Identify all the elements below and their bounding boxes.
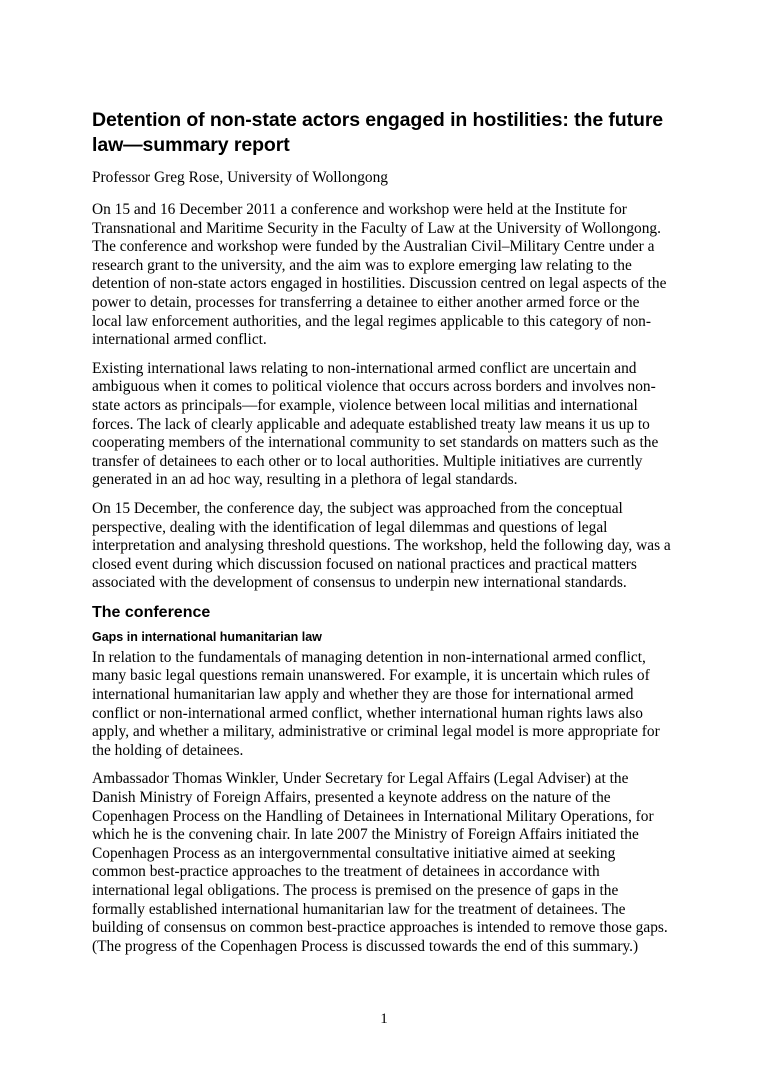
page-number: 1 xyxy=(380,1011,388,1027)
intro-paragraph-1: On 15 and 16 December 2011 a conference and workshop were held at the Institute for Transnational and Maritime Security in the Faculty of Law at the University of Wollongong. The conference and workshop were funded by the Australian Civil–Military Centre under a research grant to the university, and the aim was to explore emerging law relating to the detention of non-state actors engaged in hostilities. Discussion centred on legal aspects of the power to detain, processes for transferring a detainee to either another armed force or the local law enforcement authorities, and the legal regimes applicable to this category of non-international armed conflict. xyxy=(92,201,667,349)
intro-paragraph-3: On 15 December, the conference day, the subject was approached from the conceptual perspective, dealing with the identification of legal dilemmas and questions of legal interpretation and analysing threshold questions. The workshop, held the following day, was a closed event during which discussion focused on national practices and practical matters associated with the development of consensus to underpin new international standards. xyxy=(92,499,671,592)
section-paragraph-2: Ambassador Thomas Winkler, Under Secretary for Legal Affairs (Legal Adviser) at the Danish Ministry of Foreign Affairs, presented a keynote address on the nature of the Copenhagen Process on the Handling of Detainees in International Military Operations, for which he is the convening chair. In late 2007 the Ministry of Foreign Affairs initiated the Copenhagen Process as an intergovernmental consultative initiative aimed at seeking common best-practice approaches to the treatment of detainees in accordance with international legal obligations. The process is premised on the presence of gaps in the formally established international humanitarian law for the treatment of detainees. The building of consensus on common best-practice approaches is intended to remove those gaps. (The progress of the Copenhagen Process is discussed towards the end of this summary.) xyxy=(92,770,668,955)
author-line: Professor Greg Rose, University of Wollongong xyxy=(92,169,388,186)
intro-paragraph-2: Existing international laws relating to non-international armed conflict are uncertain and ambiguous when it comes to political violence that occurs across borders and involves non-state actors as principals—for example, violence between local militias and international forces. The lack of clearly applicable and adequate established treaty law means it us up to cooperating members of the international community to set standards on matters such as the transfer of detainees to each other or to local authorities. Multiple initiatives are currently generated in an ad hoc way, resulting in a plethora of legal standards. xyxy=(92,359,659,489)
document-title: Detention of non-state actors engaged in hostilities: the future law—summary report xyxy=(92,109,664,156)
document-body xyxy=(92,108,672,966)
section-paragraph-1: In relation to the fundamentals of managing detention in non-international armed conflict, many basic legal questions remain unanswered. For example, it is uncertain which rules of international humanitarian law apply and whether they are those for international armed conflict or non-international armed conflict, whether international human rights laws also apply, and whether a military, administrative or criminal legal model is more appropriate for the holding of detainees. xyxy=(92,648,660,759)
section-heading: The conference xyxy=(92,603,211,621)
subsection-heading: Gaps in international humanitarian law xyxy=(92,629,322,644)
